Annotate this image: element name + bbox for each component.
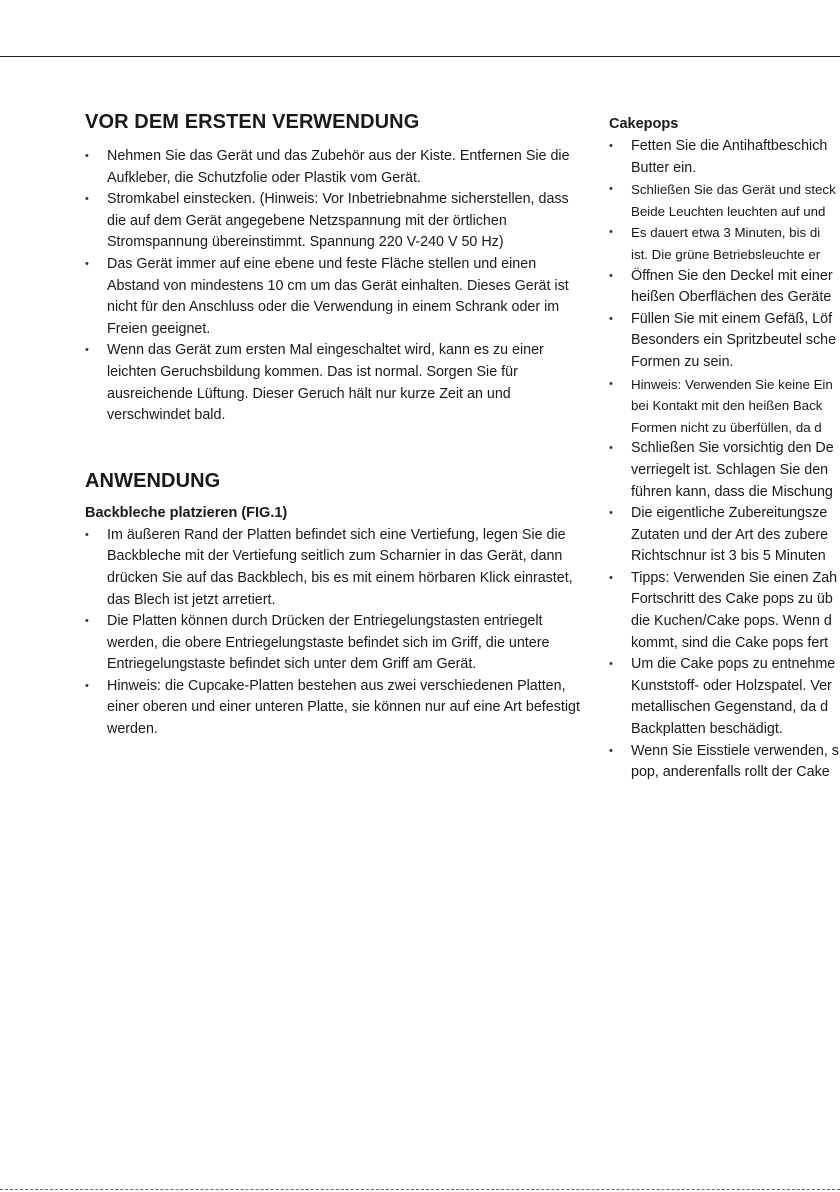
header-rule xyxy=(0,56,840,57)
right-column xyxy=(609,108,840,784)
list-item-line: heißen Oberflächen des Geräte xyxy=(631,289,832,306)
list-item: • Stromkabel einstecken. (Hinweis: Vor Inbetriebnahme sicherstellen, dass die auf dem Gerät angegebene Netzspannung mit der örtlichen Stromspannung übereinstimmt. Spannung 220 V-240 V 50 Hz) xyxy=(85,189,585,254)
section-title-usage: ANWENDUNG xyxy=(85,469,221,492)
list-item-line: • Fetten Sie die Antihaftbeschich xyxy=(631,138,828,154)
list-item: • Im äußeren Rand der Platten befindet sich eine Vertiefung, legen Sie die Backbleche mit der Vertiefung seitlich zum Scharnier in das Gerät, dann drücken Sie auf das Backblech, bis es mit einem hörbaren Klick einrastet, das Blech ist jetzt arretiert. xyxy=(85,525,585,611)
list-item-line: • Hinweis: Verwenden Sie keine Ein xyxy=(631,376,833,392)
list-item-line: Richtschnur ist 3 bis 5 Minuten xyxy=(631,548,826,565)
list-item xyxy=(609,374,840,439)
list-item-line: • Schließen Sie vorsichtig den De xyxy=(631,440,834,457)
list-item: • Hinweis: die Cupcake-Platten bestehen aus zwei verschiedenen Platten, einer oberen und einer unteren Platte, sie können nur auf eine Art befestigt werden. xyxy=(85,676,585,741)
list-item-line: Beide Leuchten leuchten auf und xyxy=(631,203,826,219)
list-item: • Wenn das Gerät zum ersten Mal eingeschaltet wird, kann es zu einer leichten Geruchsbildung kommen. Das ist normal. Sorgen Sie für ausreichende Lüftung. Dieser Geruch hält nur kurze Zeit an und verschwindet bald. xyxy=(85,340,585,426)
subsection-title-baking-plates: Backbleche platzieren (FIG.1) xyxy=(85,504,288,521)
list-item-line: • Wenn Sie Eisstiele verwenden, s xyxy=(631,742,839,759)
list-item-line: Butter ein. xyxy=(631,159,697,176)
list-item xyxy=(609,654,840,740)
list-item-line: • Um die Cake pops zu entnehme xyxy=(631,656,836,673)
list-item-line: • Schließen Sie das Gerät und steck xyxy=(631,182,836,198)
list-item: • Nehmen Sie das Gerät und das Zubehör aus der Kiste. Entfernen Sie die Aufkleber, die Schutzfolie oder Plastik vom Gerät. xyxy=(85,146,585,189)
left-column xyxy=(85,108,585,741)
list-item xyxy=(609,136,840,179)
list-item xyxy=(609,222,840,265)
list-item-line: Backplatten beschädigt. xyxy=(631,721,783,738)
list-item-line: Kunststoff- oder Holzspatel. Ver xyxy=(631,677,832,694)
list-item-line: • Die eigentliche Zubereitungsze xyxy=(631,505,828,522)
list-item-line: Besonders ein Spritzbeutel sche xyxy=(631,332,837,349)
list-item xyxy=(609,438,840,503)
list-item-line: die Kuchen/Cake pops. Wenn d xyxy=(631,613,832,630)
list-item-line: ist. Die grüne Betriebsleuchte er xyxy=(631,246,821,262)
section-title-cakepops: Cakepops xyxy=(609,116,679,132)
list-item xyxy=(609,503,840,568)
list-item-line: Formen zu sein. xyxy=(631,353,734,370)
list-item-line: Formen nicht zu überfüllen, da d xyxy=(631,419,822,435)
list-item: • Das Gerät immer auf eine ebene und feste Fläche stellen und einen Abstand von mindestens 10 cm um das Gerät einhalten. Dieses Gerät ist nicht für den Anschluss oder die Verwendung in einem Schrank oder im Freien geeignet. xyxy=(85,254,585,340)
list-item-line: metallischen Gegenstand, da d xyxy=(631,699,829,716)
first-use-list xyxy=(85,146,585,427)
list-item-line: • Öffnen Sie den Deckel mit einer xyxy=(631,267,833,284)
list-item-line: bei Kontakt mit den heißen Back xyxy=(631,398,823,414)
list-item-line: • Füllen Sie mit einem Gefäß, Löf xyxy=(631,310,833,327)
list-item xyxy=(609,568,840,654)
footer-rule xyxy=(0,1189,840,1190)
section-title-first-use: VOR DEM ERSTEN VERWENDUNG xyxy=(85,111,420,133)
list-item xyxy=(609,309,840,374)
list-item xyxy=(609,179,840,222)
list-item-line: • Tipps: Verwenden Sie einen Zah xyxy=(631,569,838,586)
list-item-line: pop, anderenfalls rollt der Cake xyxy=(631,764,830,781)
usage-list xyxy=(85,525,585,741)
list-item-line: kommt, sind die Cake pops fert xyxy=(631,634,829,651)
list-item-line: • Es dauert etwa 3 Minuten, bis di xyxy=(631,225,821,241)
list-item-line: Fortschritt des Cake pops zu üb xyxy=(631,591,833,608)
list-item xyxy=(609,741,840,784)
list-item xyxy=(609,266,840,309)
list-item-line: verriegelt ist. Schlagen Sie den xyxy=(631,461,829,478)
cakepops-list xyxy=(609,136,840,784)
list-item-line: führen kann, dass die Mischung xyxy=(631,483,833,500)
list-item: • Die Platten können durch Drücken der Entriegelungstasten entriegelt werden, die obere Entriegelungstaste befindet sich im Griff, die untere Entriegelungstaste befindet sich unter dem Griff am Gerät. xyxy=(85,611,585,676)
list-item-line: Zutaten und der Art des zubere xyxy=(631,526,829,543)
